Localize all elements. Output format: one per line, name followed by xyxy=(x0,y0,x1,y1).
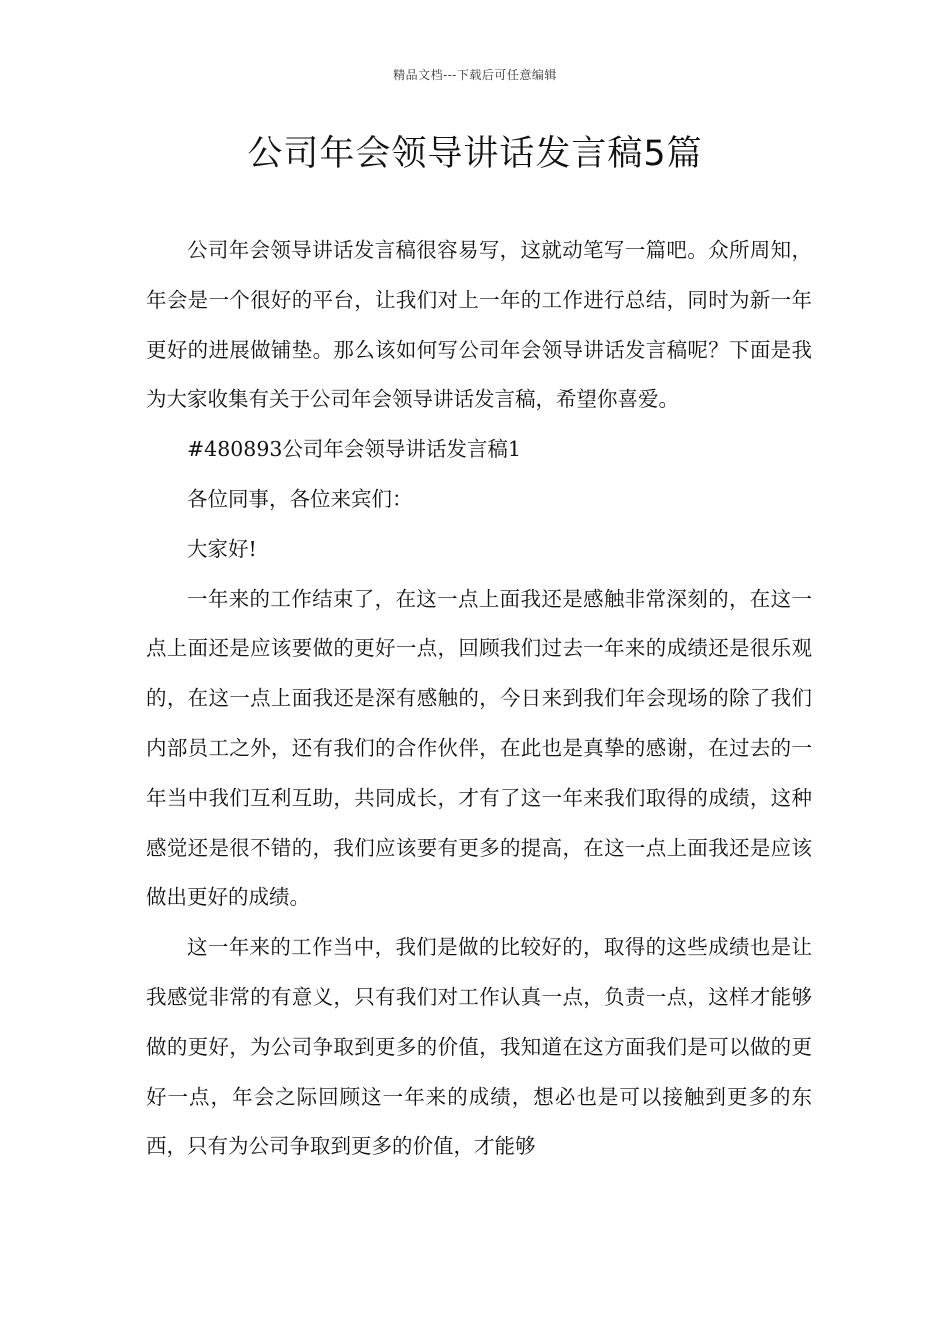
section-heading: #480893公司年会领导讲话发言稿1 xyxy=(187,437,521,462)
salutation: 各位同事，各位来宾们： xyxy=(187,486,413,511)
document-body xyxy=(146,226,812,1172)
document-title: 公司年会领导讲话发言稿5篇 xyxy=(247,134,703,174)
header-note: 精品文档---下载后可任意编辑 xyxy=(393,68,557,82)
body-paragraph: 这一年来的工作当中，我们是做的比较好的，取得的这些成绩也是让我感觉非常的有意义，只有我们对工作认真一点，负责一点，这样才能够做的更好，为公司争取到更多的价值，我知道在这方面我们是可以做的更好一点，年会之际回顾这一年来的成绩，想必也是可以接触到更多的东西，只有为公司争取到更多的价值，才能够 xyxy=(146,935,812,1159)
greeting: 大家好! xyxy=(187,536,257,561)
intro-paragraph: 公司年会领导讲话发言稿很容易写，这就动笔写一篇吧。众所周知，年会是一个很好的平台，让我们对上一年的工作进行总结，同时为新一年更好的进展做铺垫。那么该如何写公司年会领导讲话发言稿呢？下面是我为大家收集有关于公司年会领导讲话发言稿，希望你喜爱。 xyxy=(146,238,812,412)
body-paragraph: 一年来的工作结束了，在这一点上面我还是感触非常深刻的，在这一点上面还是应该要做的更好一点，回顾我们过去一年来的成绩还是很乐观的，在这一点上面我还是深有感触的，今日来到我们年会现场的除了我们内部员工之外，还有我们的合作伙伴，在此也是真挚的感谢，在过去的一年当中我们互利互助，共同成长，才有了这一年来我们取得的成绩，这种感觉还是很不错的，我们应该要有更多的提高，在这一点上面我还是应该做出更好的成绩。 xyxy=(146,586,812,910)
